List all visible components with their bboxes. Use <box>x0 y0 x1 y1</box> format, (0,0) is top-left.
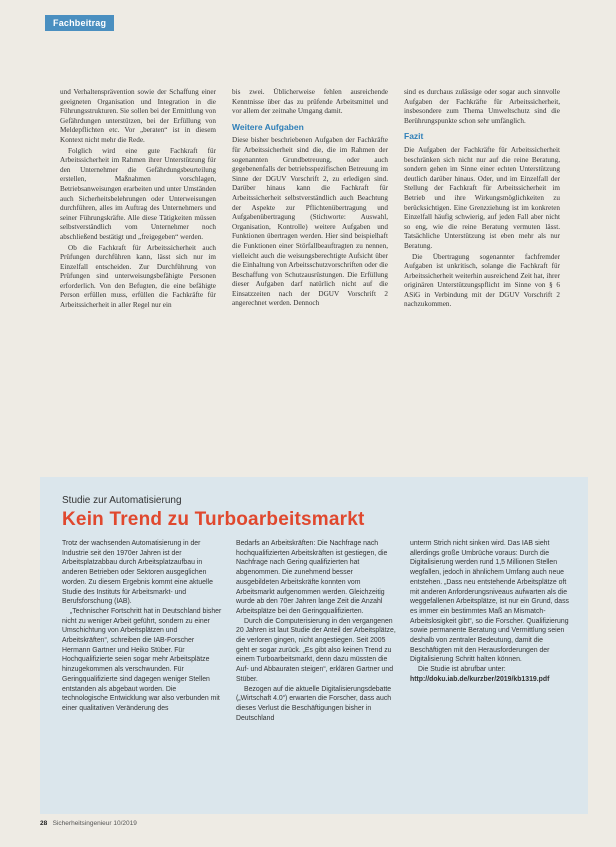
paragraph: Die Aufgaben der Fachkräfte für Arbeitssicherheit beschränken sich nicht nur auf die reine Beratung, sondern gehen im Sinne einer echten Unterstützung deutlich darüber hinaus. Oder, und im Einzelfall der Stellung der Fachkraft für Arbeitssicherheit im Betrieb und ihre Wirkungsmöglichkeiten zu berücksichtigen. Eine Grenzziehung ist im konkreten Einzelfall häufig schwierig, auf jeden Fall aber nicht so eng, wie die reine Beratung vermuten lässt. Tatsächliche Unterstützung ist eben mehr als nur Beratung. <box>404 145 560 250</box>
paragraph: Trotz der wachsenden Automatisierung in der Industrie seit den 1970er Jahren ist der Arbeitsplatzabbau durch Arbeitsplatzaufbau in anderen Betrieben oder Sektoren ausgeglichen worden. Zu diesem Ergebnis kommt eine aktuelle Studie des Instituts für Arbeitsmarkt- und Berufsforschung (IAB). <box>62 540 213 606</box>
journal-name: Sicherheitsingenieur 10/2019 <box>52 820 137 827</box>
paragraph: Bedarfs an Arbeitskräften: Die Nachfrage nach hochqualifizierten Arbeitskräften ist gestiegen, die Nachfrage nach Gering qualifizierten hat abgenommen. Die zunehmend besser ausgebildeten Arbeitskräfte konnten vom Arbeitsmarkt aufgenommen werden. Gleichzeitig wurde ab den 70er Jahren lange Zeit die Anzahl Arbeitsplätze bei den Geringqualifizierten. <box>236 540 388 615</box>
section-heading: Weitere Aufgaben <box>232 121 304 132</box>
box-column-2 <box>236 539 396 723</box>
paragraph: und Verhaltensprävention sowie der Schaffung einer geeigneten Organisation und Integration in die Führungsstrukturen. Sie sollen bei der Ermittlung von Gefährdungen unterstützen, bei der Erfüllung von Meldepflichten etc. Vor „beraten“ ist in diesem Kontext nicht mehr die Rede. <box>60 88 216 144</box>
paragraph: Bezogen auf die aktuelle Digitalisierungsdebatte („Wirtschaft 4.0“) erwarten die Forscher, dass auch dieses Verlust die Beschäftigungen bisher in Deutschland <box>236 685 392 722</box>
box-kicker: Studie zur Automatisierung <box>62 495 182 506</box>
paragraph: bis zwei. Üblicherweise fehlen ausreichende Kenntnisse über das zu prüfende Arbeitsmittel und vor allem der zeitnahe Umgang damit. <box>232 88 388 116</box>
paragraph: sind es durchaus zulässige oder sogar auch sinnvolle Aufgaben der Fachkräfte für Arbeitssicherheit, insbesondere zum Thema Umweltschutz sind die Berührungspunkte schon sehr umfänglich. <box>404 88 560 125</box>
paragraph: Die Studie ist abrufbar unter: <box>418 666 506 674</box>
page-footer <box>40 820 137 827</box>
article-column-2 <box>232 88 388 312</box>
box-title: Kein Trend zu Turboarbeitsmarkt <box>62 509 365 530</box>
section-tag: Fachbeitrag <box>45 15 114 31</box>
article-column-1 <box>60 88 216 312</box>
section-heading: Fazit <box>404 131 424 142</box>
paragraph: Ob die Fachkraft für Arbeitssicherheit auch Prüfungen durchführen kann, lässt sich nur im Einzelfall entscheiden. Zur Durchführung von Prüfungen sind unterweisungsbefähigte Personen erforderlich. Von den Befugten, die eine befähigte Person erfüllen muss, erfüllen die Fachkräfte für Arbeitssicherheit in aller Regel nur ein <box>60 243 216 310</box>
page-number: 28 <box>40 820 48 827</box>
paragraph: Diese bisher beschriebenen Aufgaben der Fachkräfte für Arbeitssicherheit sind die, die im Rahmen der sogenannten Grundbetreuung, oder auch gegebenenfalls der betriebsspezifischen Betreuung im Sinne der DGUV Vorschrift 2, zu erledigen sind. Darüber hinaus kann die Fachkraft für Arbeitssicherheit selbstverständlich auch Beachtung der Aspekte zur Pflichtenübertragung und Aufgabenübertragung (Stichworte: Auswahl, Organisation, Kontrolle) weitere Aufgaben und Funktionen übertragen werden. Hier sind beispielhaft die Funktionen einer Störfallbeauftragten zu nennen, vielleicht auch die weisungsberechtigte Aufsicht über die Einhaltung von Arbeitsschutzvorschriften oder die Beschaffung von Schutzausrüstungen. Die Erfüllung dieser Aufgaben darf natürlich nicht auf die Einsatzzeiten nach der DGUV Vorschrift 2 angerechnet werden. Dennoch <box>232 136 388 308</box>
paragraph: „Technischer Fortschritt hat in Deutschland bisher nicht zu weniger Arbeit geführt, sondern zu einer Umschichtung von Arbeitsplätzen und Arbeitskräften“, schreiben die IAB-Forscher Hermann Gartner und Heiko Stüber. Für Hochqualifizierte seien sogar mehr Arbeitsplätze hinzugekommen als verschwunden. Für Geringqualifizierte sind dagegen weniger Stellen entstanden als abgebaut worden. Die technologische Entwicklung war also verbunden mit einer qualitativen Veränderung des <box>62 607 222 712</box>
box-columns <box>62 539 570 723</box>
box-column-3 <box>410 539 570 723</box>
article-columns <box>60 88 560 312</box>
paragraph: Folglich wird eine gute Fachkraft für Arbeitssicherheit im Rahmen ihrer Unterstützung für den Unternehmer die Gefährdungsbeurteilung erstellen, Maßnahmen vorschlagen, Betriebsanweisungen erarbeiten und unter Umständen auch Sicherheitsbelehrungen oder Unterweisungen durchführen, alles im Auftrag des Unternehmers und seiner Führungskräfte. Alle diese Tätigkeiten müssen selbstverständlich vom Unternehmer noch abschließend bestätigt und „freigegeben“ werden. <box>60 146 216 241</box>
paragraph: Durch die Computerisierung in den vergangenen 20 Jahren ist laut Studie der Anteil der Arbeitsplätze, die verloren gingen, nicht angestiegen. Seit 2005 geht er sogar zurück. „Es gibt also keinen Trend zu einem Turboarbeitsmarkt, denn dazu müssten die Auf- und Abbauraten steigen“, erklären Gartner und Stüber. <box>236 617 396 683</box>
box-column-1 <box>62 539 222 723</box>
paragraph: Die Übertragung sogenannter fachfremder Aufgaben ist unkritisch, solange die Fachkraft für Arbeitssicherheit weiterhin ausreichend Zeit hat, ihrer originären Unterstützungspflicht im Sinne von § 6 ASiG in Verbindung mit der DGUV Vorschrift 2 nachzukommen. <box>404 252 560 309</box>
study-link[interactable]: http://doku.iab.de/kurzber/2019/kb1319.pdf <box>410 675 550 683</box>
paragraph: unterm Strich nicht sinken wird. Das IAB sieht allerdings große Umbrüche voraus: Durch die Digitalisierung werden rund 1,5 Millionen Stellen wegfallen, jedoch in ähnlichem Umfang auch neue entstehen. „Dass neu entstehende Arbeitsplätze oft mit anderen Anforderungsniveaus aufwarten als die weggefallenen Arbeitsplätze, ist nur ein Grund, dass es immer ein bestimmtes Maß an Mismatch-Arbeitslosigkeit gibt“, so die Forscher. Qualifizierung sowie permanente Beratung und Vermittlung seien deshalb von zentraler Bedeutung, damit die Beschäftigten mit den Herausforderungen der Digitalisierung Schritt halten können. <box>410 540 569 664</box>
article-column-3 <box>404 88 560 312</box>
info-box <box>40 477 588 814</box>
